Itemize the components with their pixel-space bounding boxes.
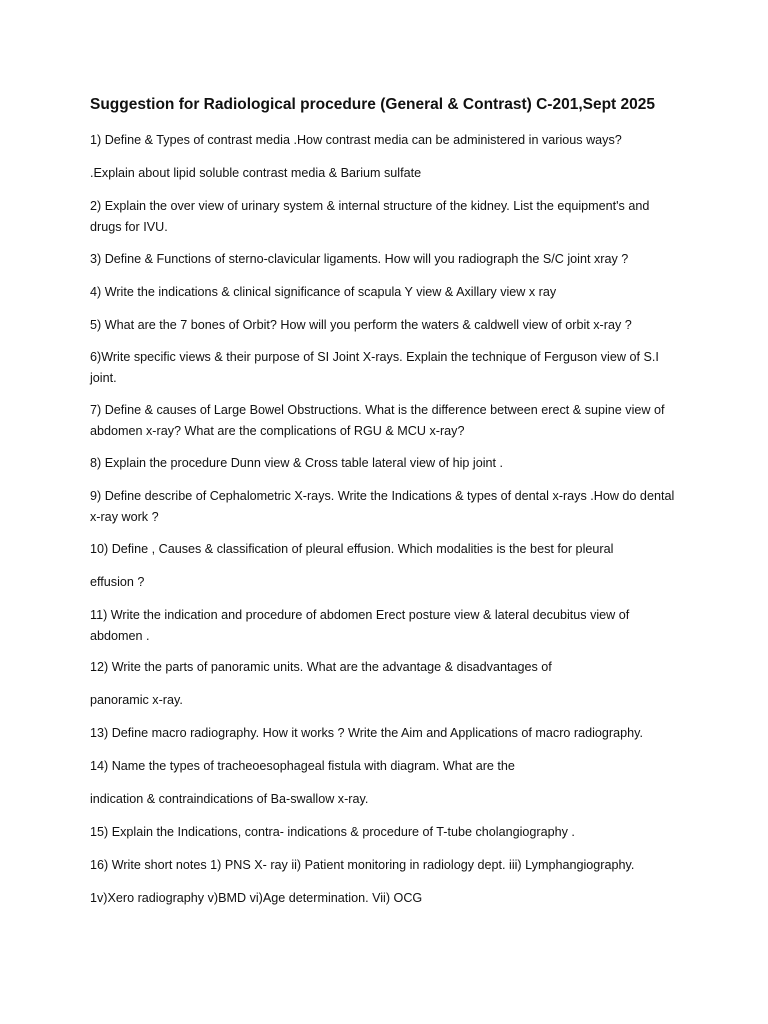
paragraph-q5: 5) What are the 7 bones of Orbit? How will you perform the waters & caldwell view of orbit x-ray ? — [90, 318, 632, 332]
paragraph-q10-continued: effusion ? — [90, 575, 145, 589]
paragraph-q3: 3) Define & Functions of sterno-clavicular ligaments. How will you radiograph the S/C joint xray ? — [90, 252, 629, 266]
paragraph-q12: 12) Write the parts of panoramic units. What are the advantage & disadvantages of — [90, 660, 552, 674]
paragraph-q14-continued: indication & contraindications of Ba-swallow x-ray. — [90, 792, 369, 806]
paragraph-q1-continued: .Explain about lipid soluble contrast media & Barium sulfate — [90, 166, 422, 180]
paragraph-q14: 14) Name the types of tracheoesophageal fistula with diagram. What are the — [90, 759, 515, 773]
paragraph-q8: 8) Explain the procedure Dunn view & Cross table lateral view of hip joint . — [90, 456, 504, 470]
paragraph-q11: 11) Write the indication and procedure of abdomen Erect posture view & lateral decubitus view of abdomen . — [90, 608, 630, 643]
paragraph-q2: 2) Explain the over view of urinary system & internal structure of the kidney. List the equipment's and drugs for IVU. — [90, 199, 650, 234]
document-title: Suggestion for Radiological procedure (General & Contrast) C-201,Sept 2025 — [90, 96, 656, 113]
paragraph-q9: 9) Define describe of Cephalometric X-rays. Write the Indications & types of dental x-rays .How do dental x-ray work ? — [90, 489, 675, 524]
paragraph-q16-continued: 1v)Xero radiography v)BMD vi)Age determination. Vii) OCG — [90, 891, 423, 905]
paragraph-q7: 7) Define & causes of Large Bowel Obstructions. What is the difference between erect & supine view of abdomen x-ray? What are the complications of RGU & MCU x-ray? — [90, 403, 665, 438]
paragraph-q10: 10) Define , Causes & classification of pleural effusion. Which modalities is the best for pleural — [90, 542, 614, 556]
paragraph-q1: 1) Define & Types of contrast media .How contrast media can be administered in various ways? — [90, 133, 622, 147]
paragraph-q13: 13) Define macro radiography. How it works ? Write the Aim and Applications of macro radiography. — [90, 726, 643, 740]
paragraph-q16: 16) Write short notes 1) PNS X- ray ii) Patient monitoring in radiology dept. iii) Lymphangiography. — [90, 858, 635, 872]
paragraph-q6: 6)Write specific views & their purpose of SI Joint X-rays. Explain the technique of Ferguson view of S.I joint. — [90, 350, 659, 385]
paragraph-q15: 15) Explain the Indications, contra- indications & procedure of T-tube cholangiography . — [90, 825, 575, 839]
paragraph-q12-continued: panoramic x-ray. — [90, 693, 183, 707]
paragraph-q4: 4) Write the indications & clinical significance of scapula Y view & Axillary view x ray — [90, 285, 557, 299]
